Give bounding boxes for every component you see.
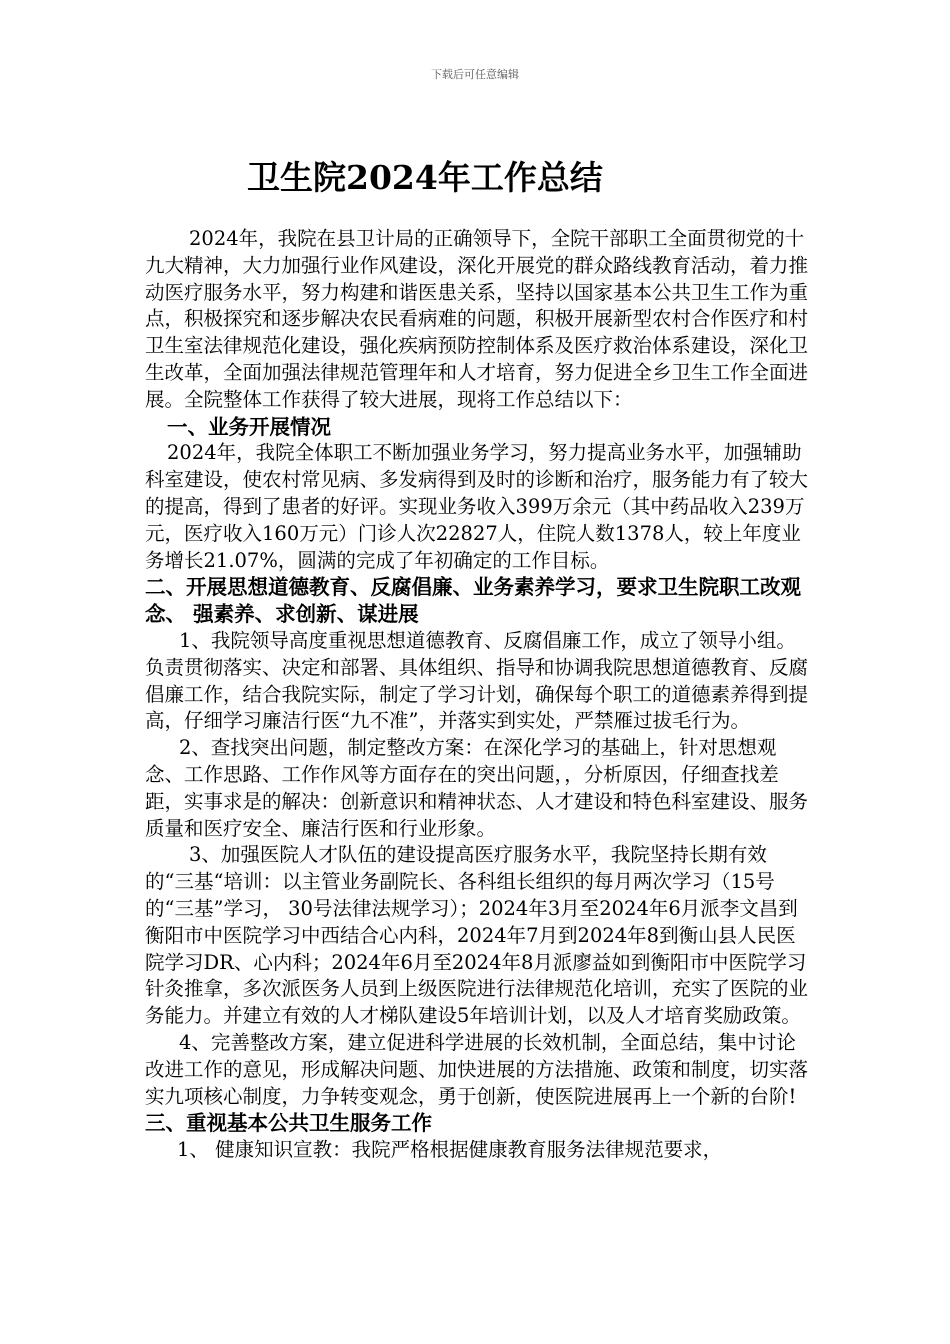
section-2-item-3: 3、加强医院人才队伍的建设提高医疗服务水平，我院坚持长期有效的“三基“培训：以主管业务副院长、各科组长组织的每月两次学习（15号的“三基”学习， 30号法律法规学习）；2024年3月至2024年6月派李文昌到衡阳市中医院学习中西结合心内科，2024年7月到2024年8到衡山县人民医院学习DR、心内科；2024年6月至2024年8月派廖益如到衡阳市中医院学习针灸推拿，多次派医务人员到上级医院进行法律规范化培训，充实了医院的业务能力。并建立有效的人才梯队建设5年培训计划，以及人才培育奖励政策。 (145, 843, 809, 1028)
document-body (145, 226, 810, 1164)
intro-paragraph: 2024年，我院在县卫计局的正确领导下，全院干部职工全面贯彻党的十九大精神，大力加强行业作风建设，深化开展党的群众路线教育活动，着力推动医疗服务水平，努力构建和谐医患关系，坚持以国家基本公共卫生工作为重点，积极探究和逐步解决农民看病难的问题，积极开展新型农村合作医疗和村卫生室法律规范化建设，强化疾病预防控制体系及医疗救治体系建设，深化卫生改革，全面加强法律规范管理年和人才培育，努力促进全乡卫生工作全面进展。全院整体工作获得了较大进展，现将工作总结以下： (145, 227, 809, 411)
section-3-item-1: 1、 健康知识宣教：我院严格根据健康教育服务法律规范要求， (177, 1138, 723, 1162)
section-1-paragraph: 2024年，我院全体职工不断加强业务学习，努力提高业务水平，加强辅助科室建设，使农村常见病、多发病得到及时的诊断和治疗，服务能力有了较大的提高，得到了患者的好评。实现业务收入399万余元（其中药品收入239万元，医疗收入160万元）门诊人次22827人，住院人数1378人，较上年度业务增长21.07%，圆满的完成了年初确定的工作目标。 (145, 441, 809, 572)
section-heading-2: 二、开展思想道德教育、反腐倡廉、业务素养学习，要求卫生院职工改观念、 强素养、求创新、谋进展 (145, 575, 801, 627)
section-2-item-4: 4、完善整改方案，建立促进科学进展的长效机制，全面总结，集中讨论改进工作的意见，形成解决问题、加快进展的方法措施、政策和制度，切实落实九项核心制度，力争转变观念，勇于创新，使医院进展再上一个新的台阶! (145, 1030, 809, 1108)
section-heading-1: 一、业务开展情况 (167, 414, 331, 439)
document-title: 卫生院2024年工作总结 (247, 158, 603, 197)
section-2-item-2: 2、查找突出问题，制定整改方案：在深化学习的基础上，针对思想观念、工作思路、工作作风等方面存在的突出问题，，分析原因，仔细查找差距，实事求是的解决：创新意识和精神状态、人才建设和特色科室建设、服务质量和医疗安全、廉洁行医和行业形象。 (145, 736, 809, 840)
page-header-note: 下载后可任意编辑 (431, 68, 519, 81)
section-heading-3: 三、重视基本公共卫生服务工作 (145, 1111, 432, 1136)
section-2-item-1: 1、我院领导高度重视思想道德教育、反腐倡廉工作，成立了领导小组。负责贯彻落实、决定和部署、具体组织、指导和协调我院思想道德教育、反腐倡廉工作，结合我院实际，制定了学习计划，确保每个职工的道德素养得到提高，仔细学习廉洁行医“九不准”，并落实到实处，严禁雁过拔毛行为。 (145, 628, 809, 733)
